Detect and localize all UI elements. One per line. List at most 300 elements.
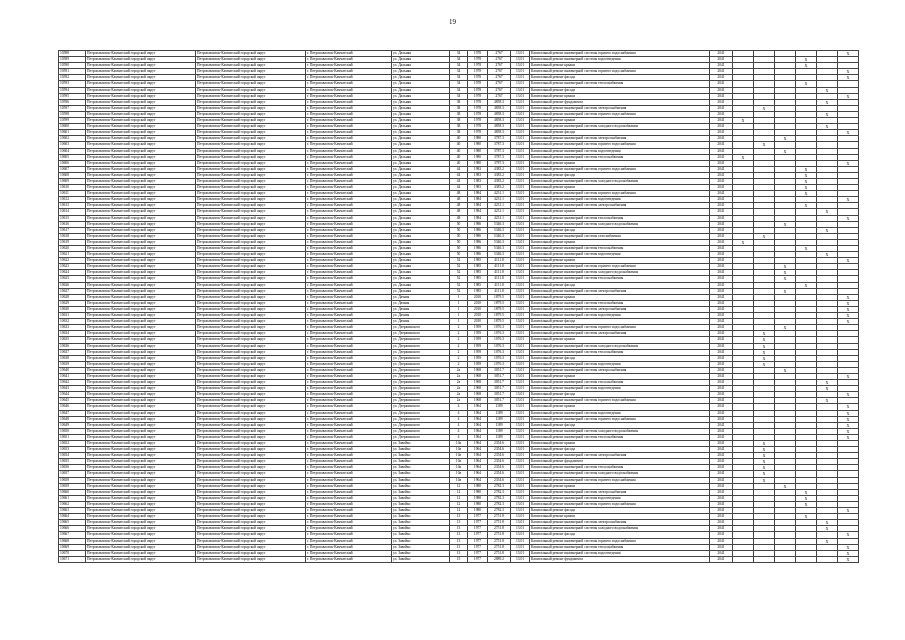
table-cell-area: 2767	[488, 51, 511, 57]
table-cell-work: Капитальный ремонт инженерной системы теплоснабжения	[530, 434, 710, 440]
table-cell-house: 1	[450, 319, 468, 325]
table-cell-area: 2751.8	[488, 544, 511, 550]
table-cell-district: Петропавловск-Камчатский городской округ	[86, 538, 196, 544]
table-cell-m1: X	[733, 239, 754, 245]
table-cell-m5: X	[817, 398, 838, 404]
table-cell-m6: X	[838, 550, 859, 556]
table-cell-district: Петропавловск-Камчатский городской округ	[86, 203, 196, 209]
table-cell-year: 1985	[468, 270, 488, 276]
table-cell-street: ул. Дальняя	[392, 75, 450, 81]
table-cell-district: Петропавловск-Камчатский городской округ	[86, 434, 196, 440]
table-cell-cost: 13.01	[511, 148, 530, 154]
table-cell-area: 5346.3	[488, 221, 511, 227]
table-cell-city: г. Петропавловск-Камчатский	[306, 288, 392, 294]
table-cell-year: 1977	[468, 514, 488, 520]
table-cell-street: ул. Дачная	[392, 300, 450, 306]
table-cell-year: 1986	[468, 246, 488, 252]
table-cell-plan_year: 2041	[710, 203, 733, 209]
table-cell-m2: X	[754, 441, 775, 447]
table-cell-id: 10624	[59, 270, 86, 276]
table-cell-work: Капитальный ремонт фасада	[530, 87, 710, 93]
table-cell-cost: 13.01	[511, 538, 530, 544]
table-cell-plan_year: 2041	[710, 483, 733, 489]
table-cell-year: 1983	[468, 166, 488, 172]
table-cell-city: г. Петропавловск-Камчатский	[306, 373, 392, 379]
table-cell-house: 4	[450, 410, 468, 416]
table-cell-cost: 13.01	[511, 367, 530, 373]
table-cell-district: Петропавловск-Камчатский городской округ	[86, 313, 196, 319]
table-cell-year: 1978	[468, 57, 488, 63]
table-cell-id: 10602	[59, 136, 86, 142]
table-cell-house: 40	[450, 160, 468, 166]
table-cell-city: г. Петропавловск-Камчатский	[306, 380, 392, 386]
table-cell-plan_year: 2041	[710, 276, 733, 282]
table-cell-district: Петропавловск-Камчатский городской округ	[86, 51, 196, 57]
table-cell-city: г. Петропавловск-Камчатский	[306, 270, 392, 276]
table-cell-cost: 13.01	[511, 130, 530, 136]
table-cell-house: 13	[450, 550, 468, 556]
table-cell-cost: 13.01	[511, 227, 530, 233]
table-cell-settlement_kind: Петропавловск-Камчатский городской округ	[196, 118, 306, 124]
table-cell-city: г. Петропавловск-Камчатский	[306, 404, 392, 410]
table-cell-settlement_kind: Петропавловск-Камчатский городской округ	[196, 544, 306, 550]
table-cell-area: 2354.6	[488, 459, 511, 465]
table-cell-area: 2751.8	[488, 514, 511, 520]
table-cell-year: 1964	[468, 422, 488, 428]
table-cell-settlement_kind: Петропавловск-Камчатский городской округ	[196, 130, 306, 136]
table-cell-plan_year: 2041	[710, 178, 733, 184]
table-cell-work: Капитальный ремонт инженерной системы водоотведения	[530, 252, 710, 258]
table-cell-year: 1977	[468, 520, 488, 526]
table-cell-street: ул. Дальняя	[392, 215, 450, 221]
table-cell-district: Петропавловск-Камчатский городской округ	[86, 185, 196, 191]
table-cell-m2: X	[754, 465, 775, 471]
table-cell-work: Капитальный ремонт инженерной системы водоотведения	[530, 495, 710, 501]
table-cell-area: 1189	[488, 422, 511, 428]
table-cell-settlement_kind: Петропавловск-Камчатский городской округ	[196, 367, 306, 373]
table-cell-area: 2354.6	[488, 453, 511, 459]
table-cell-year: 1980	[468, 501, 488, 507]
table-cell-street: ул. Дальняя	[392, 51, 450, 57]
table-cell-year: 1985	[468, 264, 488, 270]
table-cell-area: 2751.8	[488, 520, 511, 526]
table-cell-id: 10594	[59, 87, 86, 93]
table-cell-house: 13	[450, 514, 468, 520]
table-cell-work: Капитальный ремонт крыши	[530, 209, 710, 215]
table-cell-work: Капитальный ремонт фасада	[530, 532, 710, 538]
table-cell-m6: X	[838, 300, 859, 306]
table-cell-city: г. Петропавловск-Камчатский	[306, 282, 392, 288]
table-cell-city: г. Петропавловск-Камчатский	[306, 276, 392, 282]
table-cell-cost: 13.01	[511, 453, 530, 459]
table-cell-area: 2354.6	[488, 477, 511, 483]
table-cell-m3: X	[775, 483, 796, 489]
table-cell-year: 1980	[468, 160, 488, 166]
table-cell-settlement_kind: Петропавловск-Камчатский городской округ	[196, 416, 306, 422]
table-cell-city: г. Петропавловск-Камчатский	[306, 416, 392, 422]
table-cell-work: Капитальный ремонт фасада	[530, 130, 710, 136]
table-cell-district: Петропавловск-Камчатский городской округ	[86, 343, 196, 349]
table-cell-m6: X	[838, 422, 859, 428]
table-cell-cost: 13.01	[511, 465, 530, 471]
table-cell-settlement_kind: Петропавловск-Камчатский городской округ	[196, 148, 306, 154]
table-cell-area: 1189	[488, 428, 511, 434]
table-cell-street: ул. Дальняя	[392, 264, 450, 270]
table-cell-settlement_kind: Петропавловск-Камчатский городской округ	[196, 166, 306, 172]
table-cell-plan_year: 2041	[710, 306, 733, 312]
table-cell-city: г. Петропавловск-Камчатский	[306, 160, 392, 166]
table-cell-area: 3787.3	[488, 142, 511, 148]
table-cell-area: 4383.2	[488, 178, 511, 184]
table-cell-id: 10607	[59, 166, 86, 172]
table-cell-city: г. Петропавловск-Камчатский	[306, 178, 392, 184]
table-cell-m4: X	[796, 57, 817, 63]
table-cell-district: Петропавловск-Камчатский городской округ	[86, 337, 196, 343]
table-cell-settlement_kind: Петропавловск-Камчатский городской округ	[196, 172, 306, 178]
table-cell-settlement_kind: Петропавловск-Камчатский городской округ	[196, 471, 306, 477]
table-cell-settlement_kind: Петропавловск-Камчатский городской округ	[196, 422, 306, 428]
table-cell-district: Петропавловск-Камчатский городской округ	[86, 349, 196, 355]
table-cell-m4: X	[796, 166, 817, 172]
table-cell-settlement_kind: Петропавловск-Камчатский городской округ	[196, 288, 306, 294]
table-cell-street: ул. Дзержинского	[392, 410, 450, 416]
table-cell-year: 1964	[468, 459, 488, 465]
table-cell-id: 10658	[59, 477, 86, 483]
table-cell-district: Петропавловск-Камчатский городской округ	[86, 282, 196, 288]
table-cell-house: 13	[450, 520, 468, 526]
table-cell-area: 2782.3	[488, 501, 511, 507]
table-cell-area: 4858.3	[488, 111, 511, 117]
table-cell-house: 52	[450, 270, 468, 276]
table-cell-work: Капитальный ремонт инженерной системы электроснабжения	[530, 453, 710, 459]
table-cell-cost: 13.01	[511, 306, 530, 312]
table-cell-street: ул. Дальняя	[392, 142, 450, 148]
table-cell-settlement_kind: Петропавловск-Камчатский городской округ	[196, 51, 306, 57]
table-cell-id: 10616	[59, 221, 86, 227]
table-cell-house: 4	[450, 416, 468, 422]
table-cell-year: 1980	[468, 142, 488, 148]
table-cell-district: Петропавловск-Камчатский городской округ	[86, 154, 196, 160]
table-cell-work: Капитальный ремонт инженерной системы водоотведения	[530, 57, 710, 63]
table-cell-work: Капитальный ремонт инженерной системы горячего водоснабжения	[530, 142, 710, 148]
table-cell-street: ул. Завойко	[392, 526, 450, 532]
table-cell-cost: 13.01	[511, 325, 530, 331]
table-cell-city: г. Петропавловск-Камчатский	[306, 111, 392, 117]
table-cell-settlement_kind: Петропавловск-Камчатский городской округ	[196, 270, 306, 276]
table-cell-area: 2767	[488, 57, 511, 63]
table-cell-street: ул. Завойко	[392, 441, 450, 447]
table-cell-settlement_kind: Петропавловск-Камчатский городской округ	[196, 550, 306, 556]
table-cell-area: 2354.6	[488, 447, 511, 453]
table-cell-settlement_kind: Петропавловск-Камчатский городской округ	[196, 373, 306, 379]
table-cell-work: Капитальный ремонт инженерной системы водоотведения	[530, 410, 710, 416]
table-cell-house: 4	[450, 404, 468, 410]
table-cell-district: Петропавловск-Камчатский городской округ	[86, 306, 196, 312]
table-cell-id: 10635	[59, 337, 86, 343]
table-cell-cost: 13.01	[511, 514, 530, 520]
table-cell-street: ул. Дзержинского	[392, 325, 450, 331]
table-cell-id: 10641	[59, 373, 86, 379]
table-cell-street: ул. Дальняя	[392, 160, 450, 166]
table-cell-plan_year: 2041	[710, 538, 733, 544]
table-cell-m2: X	[754, 459, 775, 465]
table-cell-city: г. Петропавловск-Камчатский	[306, 124, 392, 130]
table-cell-m6: X	[838, 392, 859, 398]
table-cell-m3	[775, 556, 796, 562]
table-cell-plan_year: 2041	[710, 105, 733, 111]
table-cell-house: 50	[450, 239, 468, 245]
table-cell-id: 10622	[59, 258, 86, 264]
table-cell-work: Капитальный ремонт крыши	[530, 514, 710, 520]
table-cell-district: Петропавловск-Камчатский городской округ	[86, 209, 196, 215]
table-cell-settlement_kind: Петропавловск-Камчатский городской округ	[196, 386, 306, 392]
table-cell-settlement_kind: Петропавловск-Камчатский городской округ	[196, 355, 306, 361]
table-cell-work: Капитальный ремонт фасада	[530, 392, 710, 398]
table-cell-city: г. Петропавловск-Камчатский	[306, 489, 392, 495]
table-cell-house: 52	[450, 282, 468, 288]
table-cell-area: 4231.1	[488, 191, 511, 197]
table-cell-house: 10а	[450, 459, 468, 465]
table-cell-district: Петропавловск-Камчатский городской округ	[86, 331, 196, 337]
table-cell-street: ул. Дзержинского	[392, 355, 450, 361]
table-cell-plan_year: 2041	[710, 185, 733, 191]
table-cell-settlement_kind: Петропавловск-Камчатский городской округ	[196, 434, 306, 440]
table-cell-m6: X	[838, 93, 859, 99]
table-cell-m4	[796, 556, 817, 562]
table-cell-settlement_kind: Петропавловск-Камчатский городской округ	[196, 343, 306, 349]
table-cell-area: 2782.3	[488, 489, 511, 495]
table-cell-year: 1985	[468, 276, 488, 282]
table-cell-plan_year: 2041	[710, 264, 733, 270]
table-cell-house: 34	[450, 75, 468, 81]
table-cell-cost: 13.01	[511, 258, 530, 264]
table-cell-settlement_kind: Петропавловск-Камчатский городской округ	[196, 111, 306, 117]
table-cell-plan_year: 2041	[710, 501, 733, 507]
table-cell-id: 10632	[59, 319, 86, 325]
table-cell-work: Капитальный ремонт инженерной системы теплоснабжения	[530, 300, 710, 306]
table-cell-street: ул. Дзержинского	[392, 416, 450, 422]
table-cell-year: 1964	[468, 465, 488, 471]
table-cell-cost: 13.01	[511, 422, 530, 428]
table-cell-plan_year: 2041	[710, 532, 733, 538]
table-cell-area: 1189	[488, 410, 511, 416]
table-cell-area: 1189	[488, 404, 511, 410]
table-cell-year: 1977	[468, 538, 488, 544]
table-cell-work: Капитальный ремонт крыши	[530, 483, 710, 489]
table-cell-year: 1964	[468, 477, 488, 483]
table-cell-city: г. Петропавловск-Камчатский	[306, 501, 392, 507]
table-cell-settlement_kind: Петропавловск-Камчатский городской округ	[196, 178, 306, 184]
table-cell-city: г. Петропавловск-Камчатский	[306, 483, 392, 489]
table-cell-plan_year: 2041	[710, 520, 733, 526]
table-cell-house: 34	[450, 93, 468, 99]
table-cell-district: Петропавловск-Камчатский городской округ	[86, 130, 196, 136]
table-cell-work: Капитальный ремонт фасада	[530, 75, 710, 81]
table-cell-settlement_kind: Петропавловск-Камчатский городской округ	[196, 294, 306, 300]
table-cell-id: 10640	[59, 367, 86, 373]
table-cell-area: 3051.7	[488, 386, 511, 392]
table-cell-city: г. Петропавловск-Камчатский	[306, 447, 392, 453]
table-cell-id: 10643	[59, 386, 86, 392]
table-cell-settlement_kind: Петропавловск-Камчатский городской округ	[196, 185, 306, 191]
table-cell-plan_year: 2041	[710, 258, 733, 264]
table-cell-plan_year: 2041	[710, 319, 733, 325]
table-cell-settlement_kind: Петропавловск-Камчатский городской округ	[196, 325, 306, 331]
table-cell-district: Петропавловск-Камчатский городской округ	[86, 386, 196, 392]
table-cell-city: г. Петропавловск-Камчатский	[306, 343, 392, 349]
table-cell-id: 10662	[59, 501, 86, 507]
table-cell-city: г. Петропавловск-Камчатский	[306, 172, 392, 178]
table-cell-plan_year: 2041	[710, 337, 733, 343]
table-cell-cost: 13.01	[511, 160, 530, 166]
table-cell-street: ул. Завойко	[392, 495, 450, 501]
table-cell-plan_year: 2041	[710, 93, 733, 99]
table-cell-id: 10651	[59, 434, 86, 440]
table-cell-house: 2а	[450, 367, 468, 373]
table-cell-city: г. Петропавловск-Камчатский	[306, 550, 392, 556]
table-cell-district: Петропавловск-Камчатский городской округ	[86, 294, 196, 300]
table-cell-city: г. Петропавловск-Камчатский	[306, 459, 392, 465]
table-cell-year: 1977	[468, 550, 488, 556]
table-cell-district: Петропавловск-Камчатский городской округ	[86, 276, 196, 282]
table-cell-settlement_kind: Петропавловск-Камчатский городской округ	[196, 447, 306, 453]
table-cell-year: 1964	[468, 428, 488, 434]
table-cell-area: 5346.3	[488, 252, 511, 258]
table-cell-street: ул. Дальняя	[392, 252, 450, 258]
table-cell-district: Петропавловск-Камчатский городской округ	[86, 57, 196, 63]
table-cell-work: Капитальный ремонт инженерной системы теплоснабжения	[530, 544, 710, 550]
table-cell-work: Капитальный ремонт инженерной системы электроснабжения	[530, 489, 710, 495]
table-cell-district: Петропавловск-Камчатский городской округ	[86, 441, 196, 447]
table-cell-house: 10а	[450, 465, 468, 471]
table-cell-street: ул. Дальняя	[392, 57, 450, 63]
table-cell-work: Капитальный ремонт крыши	[530, 93, 710, 99]
table-cell-city: г. Петропавловск-Камчатский	[306, 331, 392, 337]
table-cell-area: 2767	[488, 81, 511, 87]
table-cell-id: 10625	[59, 276, 86, 282]
table-cell-work: Капитальный ремонт фундамента	[530, 459, 710, 465]
table-cell-plan_year: 2041	[710, 246, 733, 252]
table-cell-cost: 13.01	[511, 178, 530, 184]
table-cell-house: 2	[450, 349, 468, 355]
table-cell-area: 3051.7	[488, 373, 511, 379]
table-cell-plan_year: 2041	[710, 118, 733, 124]
table-cell-cost: 13.01	[511, 441, 530, 447]
table-cell-district: Петропавловск-Камчатский городской округ	[86, 544, 196, 550]
table-cell-street: ул. Завойко	[392, 556, 450, 562]
table-cell-work: Капитальный ремонт крыши	[530, 294, 710, 300]
table-cell-cost: 13.01	[511, 252, 530, 258]
table-cell-m6: X	[838, 69, 859, 75]
table-cell-year: 2010	[468, 300, 488, 306]
table-cell-district: Петропавловск-Камчатский городской округ	[86, 300, 196, 306]
table-cell-id: 10603	[59, 142, 86, 148]
table-cell-house: 44	[450, 166, 468, 172]
table-cell-street: ул. Дальняя	[392, 124, 450, 130]
table-cell-m5: X	[817, 520, 838, 526]
table-cell-plan_year: 2041	[710, 459, 733, 465]
table-cell-year: 1964	[468, 471, 488, 477]
table-cell-house: 34	[450, 63, 468, 69]
table-cell-id: 10613	[59, 203, 86, 209]
table-cell-id: 10644	[59, 392, 86, 398]
table-cell-city: г. Петропавловск-Камчатский	[306, 148, 392, 154]
table-cell-cost: 13.01	[511, 185, 530, 191]
table-cell-work: Капитальный ремонт инженерной системы электроснабжения	[530, 331, 710, 337]
table-cell-city: г. Петропавловск-Камчатский	[306, 544, 392, 550]
table-cell-street: ул. Завойко	[392, 520, 450, 526]
table-cell-m1: X	[733, 154, 754, 160]
table-cell-district: Петропавловск-Камчатский городской округ	[86, 422, 196, 428]
table-cell-house: 52	[450, 258, 468, 264]
table-cell-settlement_kind: Петропавловск-Камчатский городской округ	[196, 483, 306, 489]
table-cell-work: Капитальный ремонт инженерной системы водоотведения	[530, 197, 710, 203]
table-cell-id: 10653	[59, 447, 86, 453]
page-number: 19	[449, 18, 456, 26]
table-cell-district: Петропавловск-Камчатский городской округ	[86, 178, 196, 184]
table-cell-m5: X	[817, 111, 838, 117]
table-cell-settlement_kind: Петропавловск-Камчатский городской округ	[196, 428, 306, 434]
table-cell-m6: X	[838, 51, 859, 57]
table-cell-area: 1076.3	[488, 325, 511, 331]
table-cell-plan_year: 2041	[710, 209, 733, 215]
table-cell-plan_year: 2041	[710, 331, 733, 337]
table-cell-house: 52	[450, 288, 468, 294]
table-cell-year: 1964	[468, 447, 488, 453]
table-cell-area: 1879.5	[488, 306, 511, 312]
table-cell-street: ул. Завойко	[392, 544, 450, 550]
table-cell-house: 2а	[450, 380, 468, 386]
table-cell-cost: 13.01	[511, 501, 530, 507]
table-cell-area: 2354.6	[488, 441, 511, 447]
table-cell-year: 1968	[468, 380, 488, 386]
table-cell-id: 10611	[59, 191, 86, 197]
table-cell-work: Капитальный ремонт инженерной системы теплоснабжения	[530, 465, 710, 471]
table-cell-cost: 13.01	[511, 215, 530, 221]
table-cell-plan_year: 2041	[710, 233, 733, 239]
table-cell-m4: X	[796, 178, 817, 184]
table-cell-m2: X	[754, 361, 775, 367]
table-cell-plan_year: 2041	[710, 447, 733, 453]
table-cell-area: 4111.8	[488, 270, 511, 276]
table-cell-district: Петропавловск-Камчатский городской округ	[86, 246, 196, 252]
table-cell-plan_year: 2041	[710, 514, 733, 520]
table-cell-house: 34	[450, 87, 468, 93]
table-cell-plan_year: 2041	[710, 489, 733, 495]
table-cell-house: 40	[450, 142, 468, 148]
table-cell-work: Капитальный ремонт инженерной системы горячего водоснабжения	[530, 111, 710, 117]
table-cell-street: ул. Завойко	[392, 483, 450, 489]
table-cell-settlement_kind: Петропавловск-Камчатский городской округ	[196, 142, 306, 148]
table-cell-district: Петропавловск-Камчатский городской округ	[86, 319, 196, 325]
table-cell-house: 4	[450, 428, 468, 434]
table-cell-id: 10663	[59, 508, 86, 514]
table-cell-cost: 13.01	[511, 294, 530, 300]
table-cell-year: 1977	[468, 532, 488, 538]
table-cell-street: ул. Дзержинского	[392, 398, 450, 404]
table-cell-district: Петропавловск-Камчатский городской округ	[86, 489, 196, 495]
table-cell-year: 1978	[468, 124, 488, 130]
table-cell-district: Петропавловск-Камчатский городской округ	[86, 288, 196, 294]
table-cell-cost: 13.01	[511, 447, 530, 453]
table-cell-id: 10591	[59, 69, 86, 75]
table-cell-m2: X	[754, 105, 775, 111]
table-cell-area: 4858.3	[488, 124, 511, 130]
table-cell-work: Капитальный ремонт инженерной системы горячего водоснабжения	[530, 325, 710, 331]
table-cell-settlement_kind: Петропавловск-Камчатский городской округ	[196, 337, 306, 343]
table-cell-year: 1964	[468, 404, 488, 410]
table-cell-area: 2751.8	[488, 532, 511, 538]
